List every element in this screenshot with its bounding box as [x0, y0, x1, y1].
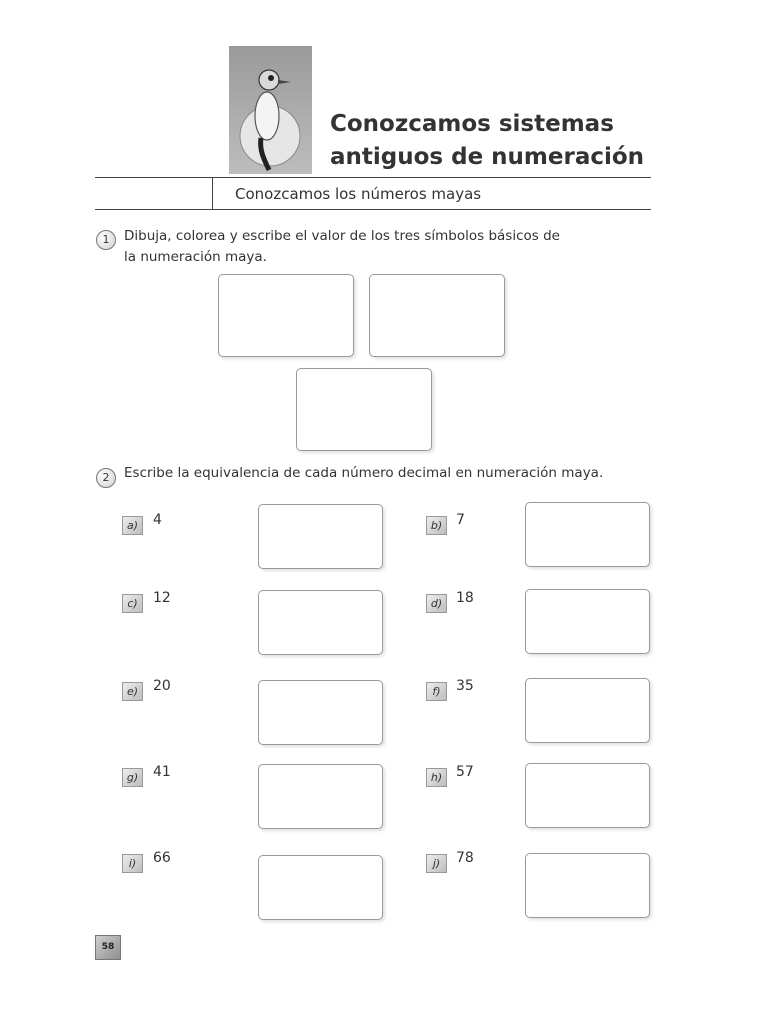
answer-box-f[interactable] [525, 678, 650, 743]
item-letter-e: e) [122, 682, 143, 701]
item-value-c: 12 [153, 590, 171, 606]
exercise-1-number-icon: 1 [96, 230, 116, 250]
symbol-answer-box-1[interactable] [218, 274, 354, 357]
item-value-d: 18 [456, 590, 474, 606]
item-letter-g: g) [122, 768, 143, 787]
exercise-1-line-2: la numeración maya. [124, 249, 267, 265]
item-value-b: 7 [456, 512, 465, 528]
symbol-answer-box-3[interactable] [296, 368, 432, 451]
title-line-2: antiguos de numeración [330, 144, 645, 170]
exercise-2-instruction: Escribe la equivalencia de cada número decimal en numeración maya. [124, 465, 604, 481]
item-letter-c: c) [122, 594, 143, 613]
item-value-e: 20 [153, 678, 171, 694]
item-value-f: 35 [456, 678, 474, 694]
bird-mascot-illustration [229, 46, 312, 174]
answer-box-g[interactable] [258, 764, 383, 829]
item-letter-f: f) [426, 682, 447, 701]
symbol-answer-box-2[interactable] [369, 274, 505, 357]
answer-box-c[interactable] [258, 590, 383, 655]
page-title [330, 108, 644, 174]
title-line-1: Conozcamos sistemas [330, 111, 614, 137]
answer-box-j[interactable] [525, 853, 650, 918]
page-number: 58 [95, 935, 121, 960]
exercise-1-line-1: Dibuja, colorea y escribe el valor de los tres símbolos básicos de [124, 228, 560, 244]
item-letter-h: h) [426, 768, 447, 787]
answer-box-a[interactable] [258, 504, 383, 569]
answer-box-d[interactable] [525, 589, 650, 654]
item-value-a: 4 [153, 512, 162, 528]
item-value-h: 57 [456, 764, 474, 780]
answer-box-e[interactable] [258, 680, 383, 745]
item-value-j: 78 [456, 850, 474, 866]
answer-box-b[interactable] [525, 502, 650, 567]
item-letter-a: a) [122, 516, 143, 535]
exercise-2-number-icon: 2 [96, 468, 116, 488]
section-subtitle: Conozcamos los números mayas [235, 185, 482, 203]
answer-box-h[interactable] [525, 763, 650, 828]
item-value-g: 41 [153, 764, 171, 780]
item-letter-j: j) [426, 854, 447, 873]
item-letter-b: b) [426, 516, 447, 535]
exercise-1-instruction [124, 226, 560, 268]
item-letter-d: d) [426, 594, 447, 613]
header-bottom-rule [95, 209, 651, 210]
answer-box-i[interactable] [258, 855, 383, 920]
item-value-i: 66 [153, 850, 171, 866]
header-top-rule [95, 177, 651, 178]
header-divider [212, 178, 213, 209]
item-letter-i: i) [122, 854, 143, 873]
